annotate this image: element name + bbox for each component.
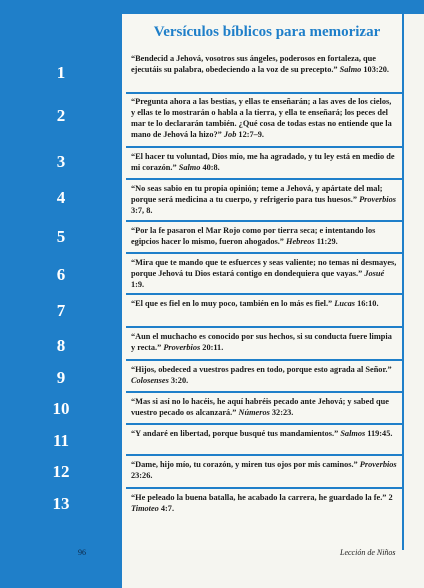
verse-number: 12 — [52, 462, 70, 481]
verse-separator — [126, 326, 402, 328]
verse-text: “Aun el muchacho es conocido por sus hechos, si su conducta fuere limpia y recta.” Proverbios 20:11. — [131, 332, 392, 352]
verse-number: 5 — [56, 227, 66, 246]
verse-separator — [126, 178, 402, 180]
verse-text: “El que es fiel en lo muy poco, también en lo más es fiel.” Lucas 16:10. — [131, 299, 379, 308]
verse-text: “Dame, hijo mío, tu corazón, y miren tus ojos por mis caminos.” Proverbios 23:26. — [131, 460, 397, 480]
verse-separator — [126, 487, 402, 489]
verse-text: “He peleado la buena batalla, he acabado la carrera, he guardado la fe.” 2 Timoteo 4:7. — [131, 493, 393, 513]
verse-number: 9 — [56, 368, 66, 387]
verse-number: 11 — [52, 431, 70, 450]
verse-number: 10 — [52, 399, 70, 418]
verse-number: 2 — [56, 106, 66, 125]
verse-separator — [126, 359, 402, 361]
verse-number: 4 — [56, 188, 66, 207]
verse-separator — [126, 92, 402, 94]
verse-separator — [126, 293, 402, 295]
verse-number: 7 — [56, 301, 66, 320]
top-blue-bar — [122, 0, 424, 14]
verse-text: “No seas sabio en tu propia opinión; teme a Jehová, y apártate del mal; porque será medicina a tu cuerpo, y refrigerio para tus huesos.” Proverbios 3:7, 8. — [131, 184, 396, 215]
verse-separator — [126, 146, 402, 148]
verse-separator — [126, 252, 402, 254]
verse-text: “Mas si así no lo hacéis, he aquí habréis pecado ante Jehová; y sabed que vuestro pecado os alcanzará.” Números 32:23. — [131, 397, 389, 417]
footer-publication: Lección de Niños — [340, 548, 396, 557]
verse-separator — [126, 454, 402, 456]
verse-text: “Bendecid a Jehová, vosotros sus ángeles, poderosos en fortaleza, que ejecutáis su palabra, obedeciendo a la voz de su precepto.” Salmo 103:20. — [131, 54, 389, 74]
verse-text: “Por la fe pasaron el Mar Rojo como por tierra seca; e intentando los egipcios hacer lo mismo, fueron ahogados.” Hebreos 11:29. — [131, 226, 376, 246]
verse-number: 8 — [56, 336, 66, 355]
verse-text: “Pregunta ahora a las bestias, y ellas te enseñarán; a las aves de los cielos, y ellas te lo mostrarán o habla a la tierra, y ella te enseñará; los peces del mar te lo declararán también. ¿Qué cosa de todas estas no entiende que la mano de Jehová la hizo?” Job 12:7–9. — [131, 97, 392, 139]
verse-text: “Mira que te mando que te esfuerces y seas valiente; no temas ni desmayes, porque Jehová tu Dios estará contigo en dondequiera que vayas.” Josué 1:9. — [131, 258, 397, 289]
verse-text: “Hijos, obedeced a vuestros padres en todo, porque esto agrada al Señor.” Colosenses 3:20. — [131, 365, 392, 385]
page-title: Versículos bíblicos para memorizar — [153, 24, 381, 40]
verse-number: 6 — [56, 265, 66, 284]
verse-separator — [126, 391, 402, 393]
verse-number: 13 — [52, 494, 70, 513]
verse-separator — [126, 423, 402, 425]
verse-separator — [126, 220, 402, 222]
verse-number: 1 — [56, 63, 66, 82]
verse-number: 3 — [56, 152, 66, 171]
page-number: 96 — [78, 548, 86, 557]
verse-text: “El hacer tu voluntad, Dios mío, me ha agradado, y tu ley está en medio de mi corazón.” Salmo 40:8. — [131, 152, 395, 172]
verse-text: “Y andaré en libertad, porque busqué tus mandamientos.” Salmos 119:45. — [131, 429, 393, 438]
